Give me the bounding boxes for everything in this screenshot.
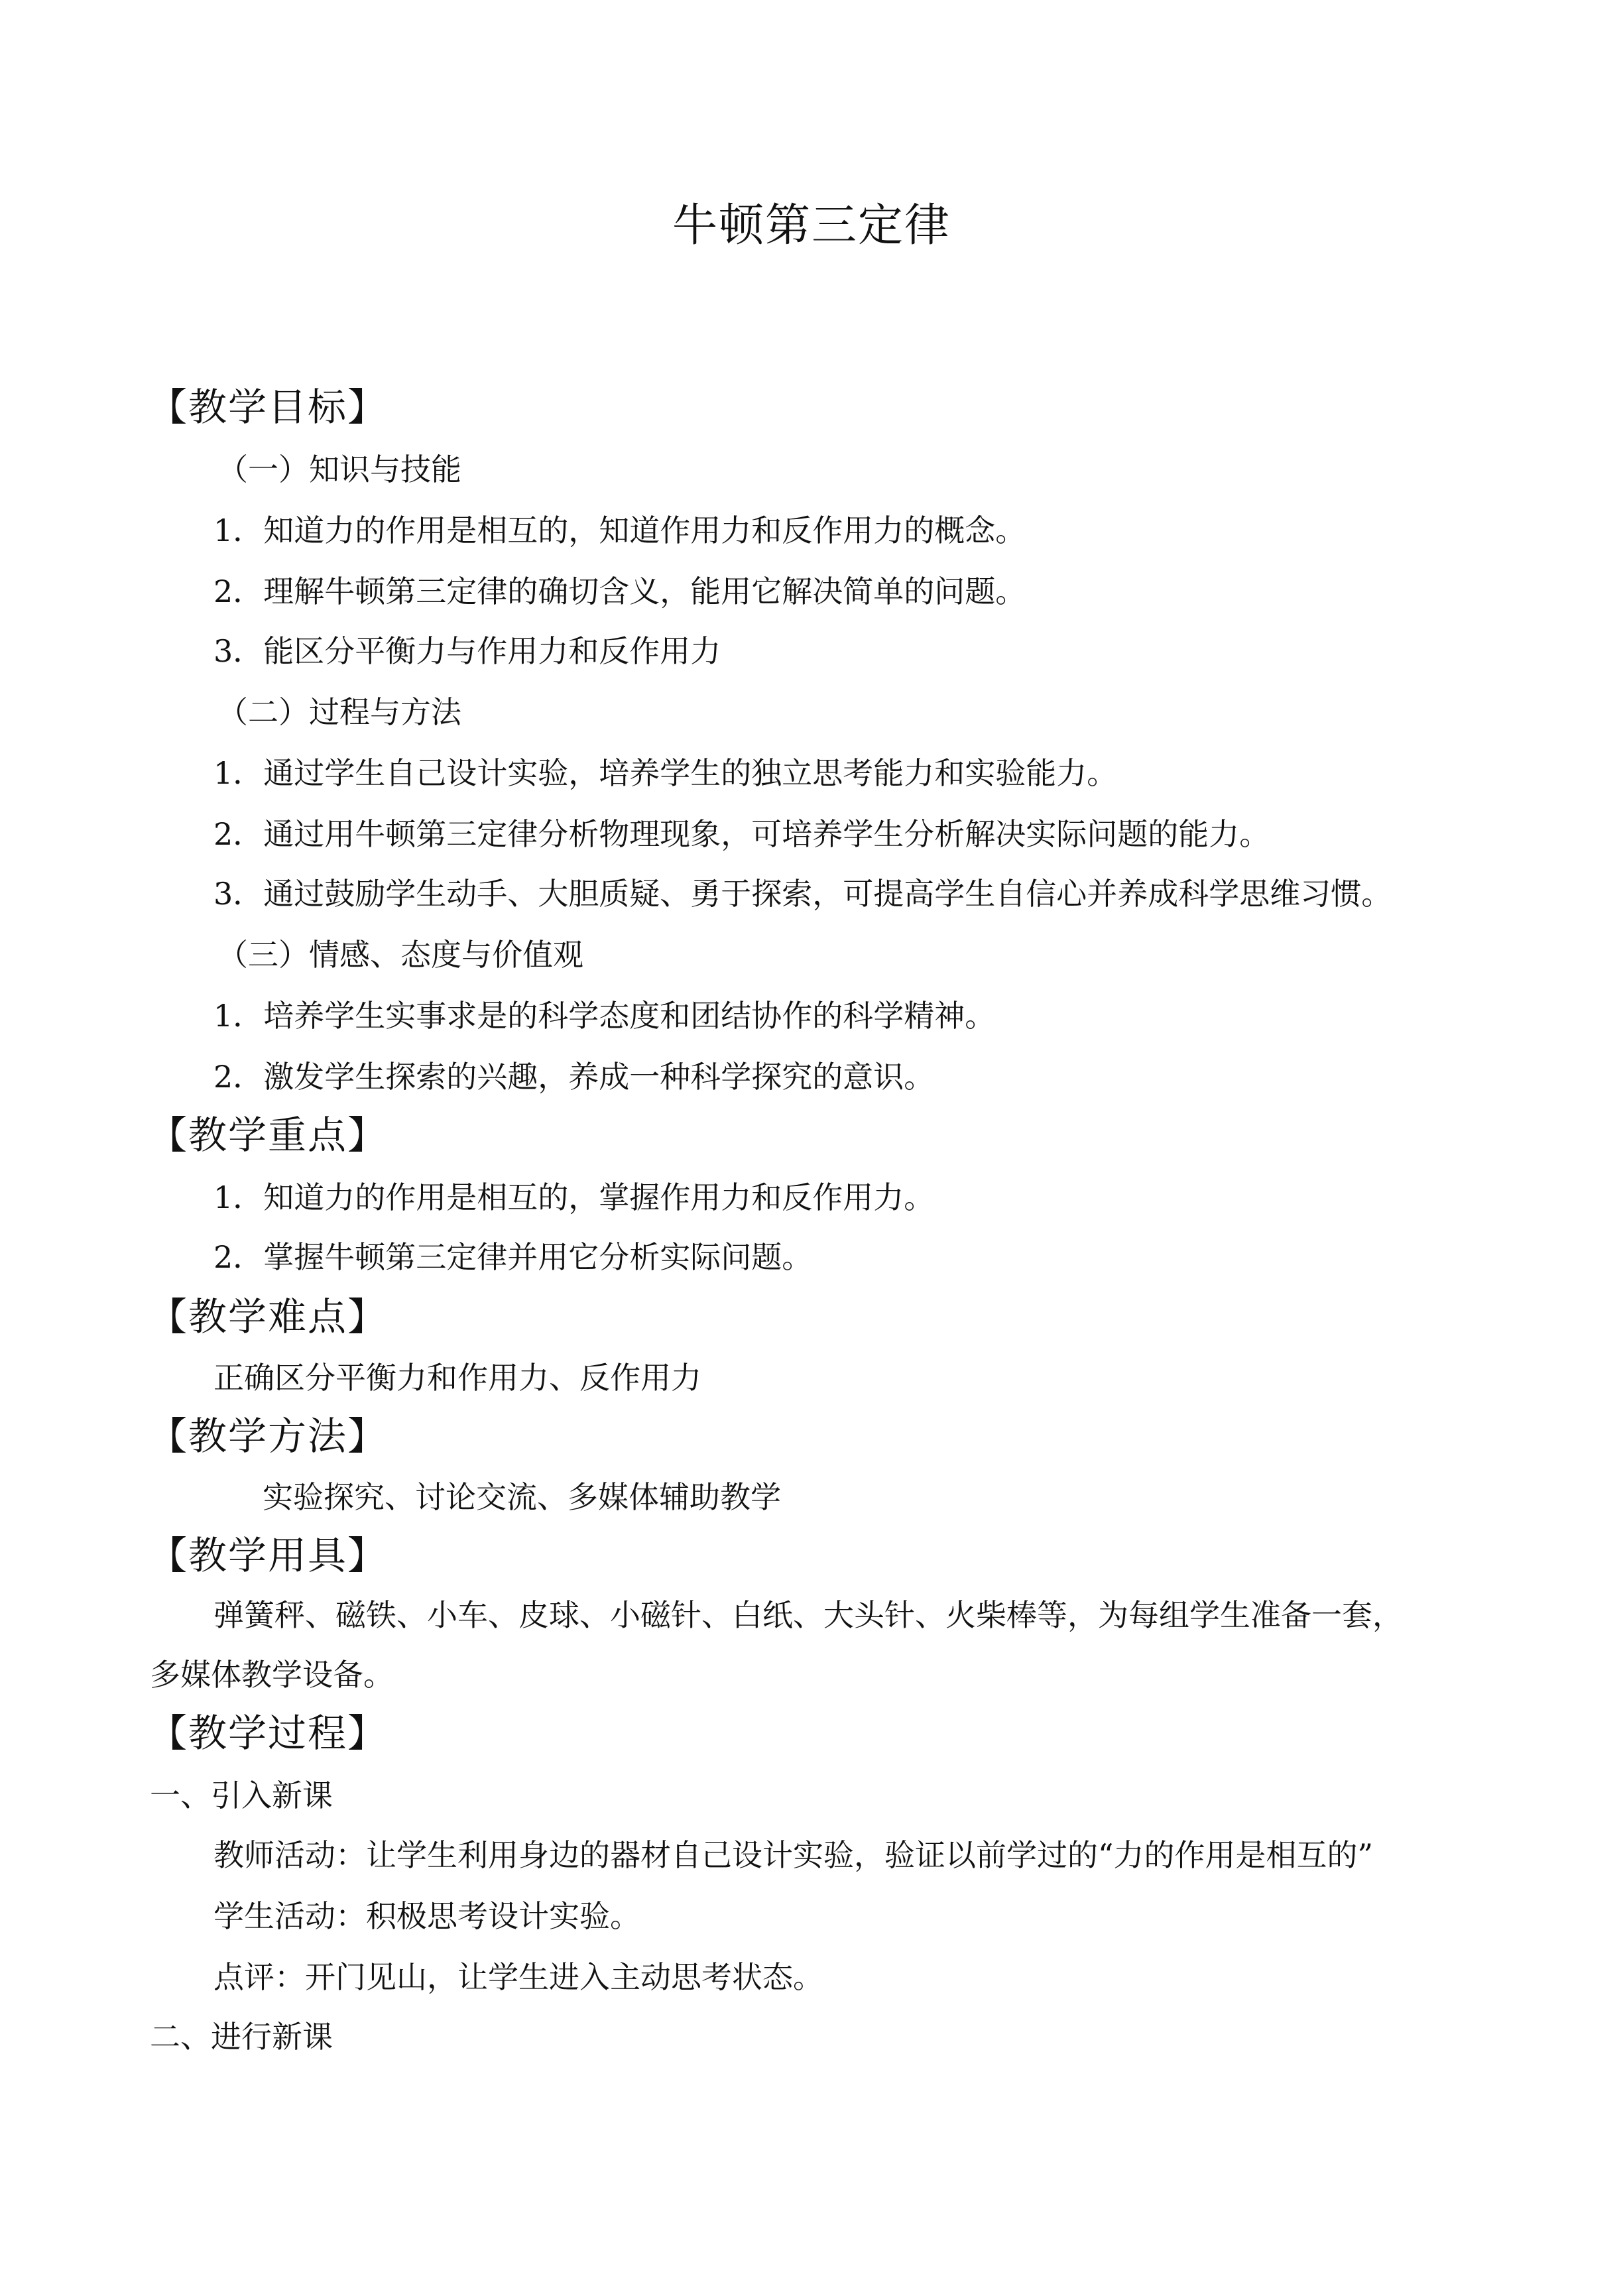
page-title: 牛顿第三定律 [672,200,951,252]
objective-item: 2．理解牛顿第三定律的确切含义，能用它解决简单的问题。 [213,574,1026,609]
objective-item: 1．通过学生自己设计实验，培养学生的独立思考能力和实验能力。 [213,755,1118,791]
objectives-subheading-knowledge: （一）知识与技能 [217,452,461,487]
process-heading: 【教学过程】 [149,1711,388,1756]
objective-item: 2．通过用牛顿第三定律分析物理现象，可培养学生分析解决实际问题的能力。 [213,816,1270,852]
difficulty-text: 正确区分平衡力和作用力、反作用力 [213,1360,701,1396]
objective-item: 1．知道力的作用是相互的，知道作用力和反作用力的概念。 [213,513,1026,548]
section-new-lesson-heading: 二、进行新课 [150,2019,333,2055]
key-point-item: 2．掌握牛顿第三定律并用它分析实际问题。 [213,1239,813,1275]
objectives-subheading-process: （二）过程与方法 [217,694,461,730]
tools-text-continued: 多媒体教学设备。 [150,1657,394,1693]
objective-item: 2．激发学生探索的兴趣，养成一种科学探究的意识。 [213,1059,935,1095]
method-text: 实验探究、讨论交流、多媒体辅助教学 [263,1479,781,1515]
objectives-heading: 【教学目标】 [149,385,388,430]
teacher-activity: 教师活动：让学生利用身边的器材自己设计实验，验证以前学过的“力的作用是相互的” [213,1837,1374,1873]
student-activity: 学生活动：积极思考设计实验。 [213,1898,640,1934]
method-heading: 【教学方法】 [149,1414,388,1459]
key-points-heading: 【教学重点】 [149,1113,388,1158]
objectives-subheading-attitude: （三）情感、态度与价值观 [217,937,583,973]
tools-heading: 【教学用具】 [149,1533,388,1578]
key-point-item: 1．知道力的作用是相互的，掌握作用力和反作用力。 [213,1179,935,1215]
tools-text: 弹簧秤、磁铁、小车、皮球、小磁针、白纸、大头针、火柴棒等，为每组学生准备一套， [213,1597,1403,1633]
objective-item: 3．能区分平衡力与作用力和反作用力 [213,633,721,669]
objective-item: 1．培养学生实事求是的科学态度和团结协作的科学精神。 [213,998,996,1034]
objective-item: 3．通过鼓励学生动手、大胆质疑、勇于探索，可提高学生自信心并养成科学思维习惯。 [213,876,1392,912]
section-intro-heading: 一、引入新课 [150,1778,333,1813]
difficulty-heading: 【教学难点】 [149,1294,388,1339]
comment: 点评：开门见山，让学生进入主动思考状态。 [213,1959,823,1995]
